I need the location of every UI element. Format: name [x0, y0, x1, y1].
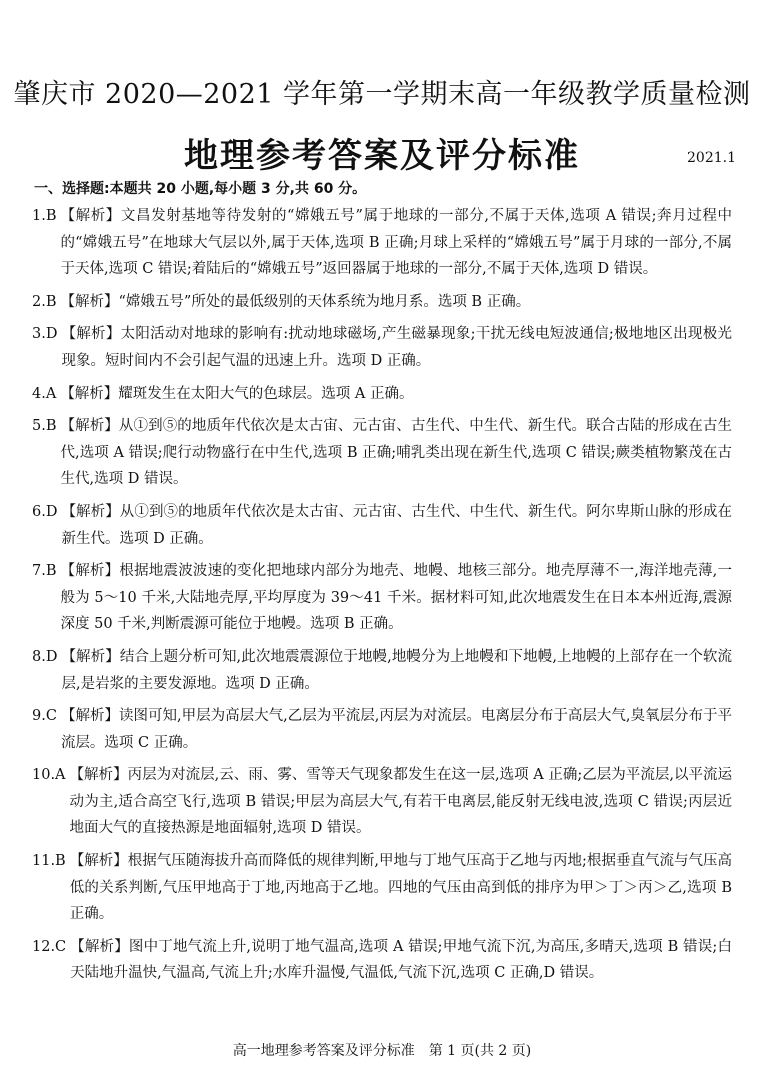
answer-item-8 [32, 644, 732, 697]
answer-explanation: 【解析】丙层为对流层,云、雨、雾、雪等天气现象都发生在这一层,选项 A 正确;乙层为平流层,以平流运动为主,适合高空飞行,选项 B 错误;甲层为高层大气,有若干电离层,能反射无线电波,选项 C 错误;丙层近地面大气的直接热源是地面辐射,选项 D 错误。 [69, 767, 732, 837]
answer-explanation: 【解析】根据地震波波速的变化把地球内部分为地壳、地幔、地核三部分。地壳厚薄不一,海洋地壳薄,一般为 5～10 千米,大陆地壳厚,平均厚度为 39～41 千米。据材料可知,此次地震发生在日本本州近海,震源深度 50 千米,判断震源可能位于地幔。选项 B 正确。 [60, 563, 732, 633]
answer-item-6 [32, 499, 732, 552]
page-footer: 高一地理参考答案及评分标准 第 1 页(共 2 页) [232, 1043, 532, 1059]
answer-explanation: 【解析】从①到⑤的地质年代依次是太古宙、元古宙、古生代、中生代、新生代。阿尔卑斯山脉的形成在新生代。选项 D 正确。 [61, 503, 732, 547]
answer-explanation: 【解析】文昌发射基地等待发射的“嫦娥五号”属于地球的一部分,不属于天体,选项 A 错误;奔月过程中的“嫦娥五号”在地球大气层以外,属于天体,选项 B 正确;月球上采样的“嫦娥五号”属于月球的一部分,不属于天体,选项 C 错误;着陆后的“嫦娥五号”返回器属于地球的一部分,不属于天体,选项 D 错误。 [60, 208, 732, 278]
document-title: 地理参考答案及评分标准 [184, 136, 580, 176]
answer-number: 11.B [32, 853, 66, 870]
answer-item-12 [32, 934, 732, 987]
answer-item-4 [32, 381, 732, 408]
answer-number: 1.B [32, 208, 57, 224]
answer-item-1 [32, 203, 732, 283]
answer-number: 4.A [32, 385, 57, 402]
answer-number: 8.D [32, 648, 58, 665]
answer-explanation: 【解析】读图可知,甲层为高层大气,乙层为平流层,丙层为对流层。电离层分布于高层大气,臭氧层分布于平流层。选项 C 正确。 [60, 708, 732, 751]
answer-number: 2.B [32, 293, 57, 310]
answer-list [32, 203, 732, 993]
answer-explanation: 【解析】图中丁地气流上升,说明丁地气温高,选项 A 错误;甲地气流下沉,为高压,多晴天,选项 B 错误;白天陆地升温快,气温高,气流上升;水库升温慢,气温低,气流下沉,选项 C 正确,D 错误。 [70, 938, 732, 982]
answer-number: 5.B [32, 418, 57, 435]
answer-number: 10.A [32, 767, 66, 784]
answer-item-3 [32, 321, 732, 374]
answer-number: 3.D [32, 326, 58, 343]
answer-item-10 [32, 762, 732, 842]
answer-explanation: 【解析】从①到⑤的地质年代依次是太古宙、元古宙、古生代、中生代、新生代。联合古陆的形成在古生代,选项 A 错误;爬行动物盛行在中生代,选项 B 正确;哺乳类出现在新生代,选项 C 错误;蕨类植物繁茂在古生代,选项 D 错误。 [60, 418, 732, 488]
answer-explanation: 【解析】太阳活动对地球的影响有:扰动地球磁场,产生磁暴现象;干扰无线电短波通信;极地地区出现极光现象。短时间内不会引起气温的迅速上升。选项 D 正确。 [61, 326, 732, 369]
answer-item-7 [32, 558, 732, 638]
answer-number: 7.B [32, 563, 57, 580]
answer-explanation: 【解析】“嫦娥五号”所处的最低级别的天体系统为地月系。选项 B 正确。 [60, 293, 531, 310]
answer-item-5 [32, 413, 732, 493]
answer-explanation: 【解析】结合上题分析可知,此次地震震源位于地幔,地幔分为上地幔和下地幔,上地幔的上部存在一个软流层,是岩浆的主要发源地。选项 D 正确。 [61, 648, 732, 692]
section-heading: 一、选择题:本题共 20 小题,每小题 3 分,共 60 分。 [34, 181, 367, 197]
answer-number: 12.C [32, 938, 67, 955]
answer-item-11 [32, 848, 732, 928]
answer-number: 9.C [32, 708, 57, 725]
answer-item-9 [32, 703, 732, 756]
document-date: 2021.1 [687, 150, 736, 166]
answer-number: 6.D [32, 503, 58, 520]
exam-title: 肇庆市 2020—2021 学年第一学期末高一年级教学质量检测 [13, 79, 751, 110]
answer-explanation: 【解析】耀斑发生在太阳大气的色球层。选项 A 正确。 [60, 385, 414, 402]
answer-item-2 [32, 289, 732, 316]
answer-explanation: 【解析】根据气压随海拔升高而降低的规律判断,甲地与丁地气压高于乙地与丙地;根据垂直气流与气压高低的关系判断,气压甲地高于丁地,丙地高于乙地。四地的气压由高到低的排序为甲＞丁＞丙＞乙,选项 B 正确。 [69, 853, 732, 923]
